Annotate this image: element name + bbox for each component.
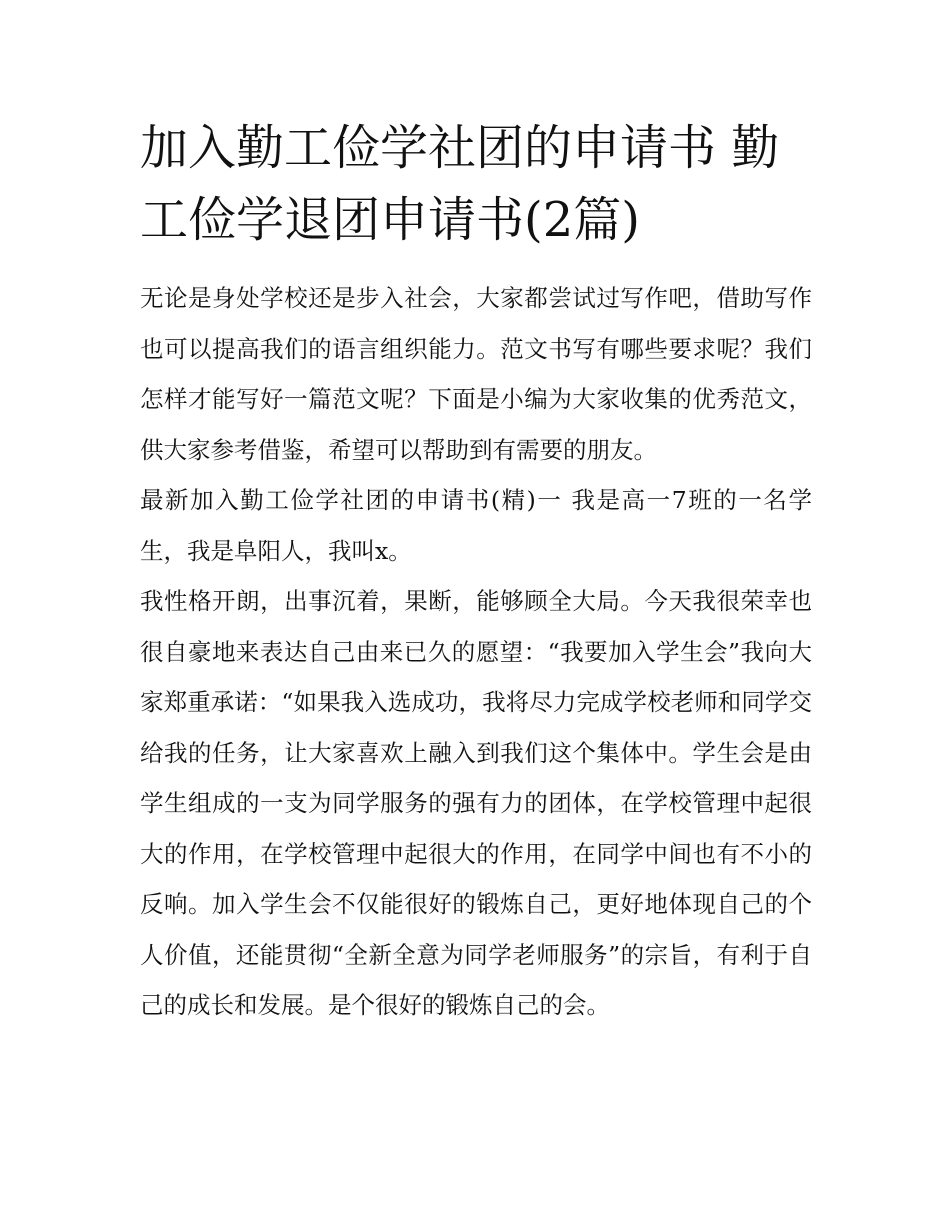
paragraph-main: 我性格开朗，出事沉着，果断，能够顾全大局。今天我很荣幸也很自豪地来表达自己由来已久的愿望：“我要加入学生会”我向大家郑重承诺：“如果我入选成功，我将尽力完成学校老师和同学交给我的任务，让大家喜欢上融入到我们这个集体中。学生会是由学生组成的一支为同学服务的强有力的团体，在学校管理中起很大的作用，在学校管理中起很大的作用，在同学中间也有不小的反响。加入学生会不仅能很好的锻炼自己，更好地体现自己的个人价值，还能贯彻“全新全意为同学老师服务”的宗旨，有利于自己的成长和发展。是个很好的锻炼自己的会。	[140, 587, 812, 1019]
paragraph-intro: 无论是身处学校还是步入社会，大家都尝试过写作吧，借助写作也可以提高我们的语言组织能力。范文书写有哪些要求呢？我们怎样才能写好一篇范文呢？下面是小编为大家收集的优秀范文，供大家参考借鉴，希望可以帮助到有需要的朋友。	[140, 284, 812, 464]
document-body	[140, 273, 812, 1031]
paragraph-section-heading: 最新加入勤工俭学社团的申请书(精)一 我是高一7班的一名学生，我是阜阳人，我叫x。	[140, 486, 812, 565]
document-page	[140, 112, 812, 1031]
document-title: 加入勤工俭学社团的申请书 勤工俭学退团申请书(2篇)	[140, 120, 780, 248]
